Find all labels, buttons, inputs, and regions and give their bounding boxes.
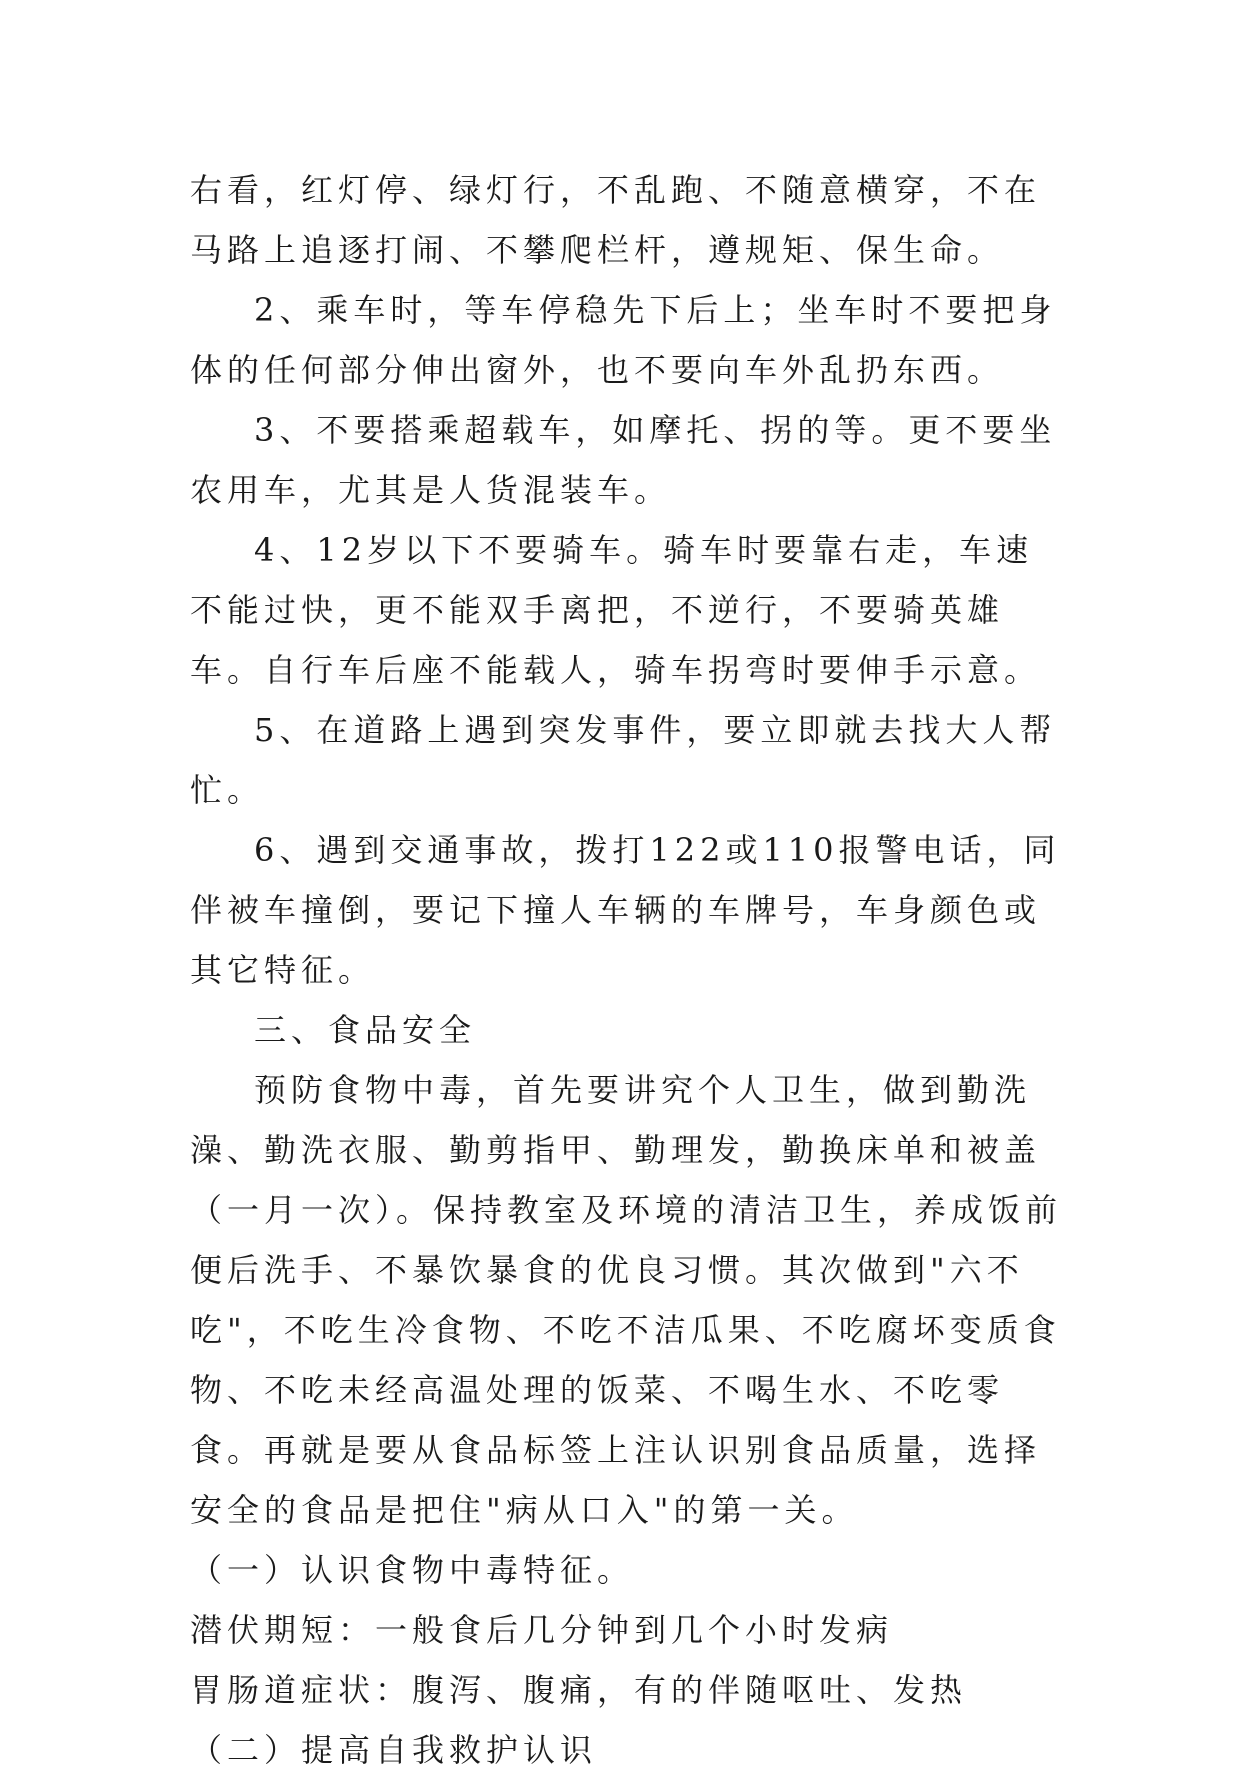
- paragraph-item-2: 2、乘车时，等车停稳先下后上；坐车时不要把身体的任何部分伸出窗外，也不要向车外乱扔东西。: [190, 291, 1057, 389]
- paragraph-incubation: 潜伏期短：一般食后几分钟到几个小时发病: [190, 1611, 894, 1649]
- paragraph-item-5: 5、在道路上遇到突发事件，要立即就去找大人帮忙。: [190, 711, 1057, 809]
- subheading-food-poisoning-features: （一）认识食物中毒特征。: [190, 1551, 635, 1589]
- paragraph-item-6: 6、遇到交通事故，拨打122或110报警电话，同伴被车撞倒，要记下撞人车辆的车牌号，车身颜色或其它特征。: [190, 831, 1061, 989]
- document-body: [190, 160, 1070, 1780]
- section-heading-food-safety: 三、食品安全: [254, 1011, 477, 1049]
- paragraph-item-4: 4、12岁以下不要骑车。骑车时要靠右走，车速不能过快，更不能双手离把，不逆行，不要骑英雄车。自行车后座不能载人，骑车拐弯时要伸手示意。: [190, 531, 1042, 689]
- subheading-self-rescue: （二）提高自我救护认识: [190, 1731, 598, 1769]
- paragraph-item-3: 3、不要搭乘超载车，如摩托、拐的等。更不要坐农用车，尤其是人货混装车。: [190, 411, 1057, 509]
- paragraph-continuation: 右看，红灯停、绿灯行，不乱跑、不随意横穿，不在马路上追逐打闹、不攀爬栏杆，遵规矩、保生命。: [190, 171, 1042, 269]
- paragraph-food-poisoning-prevention: 预防食物中毒，首先要讲究个人卫生，做到勤洗澡、勤洗衣服、勤剪指甲、勤理发，勤换床单和被盖（一月一次）。保持教室及环境的清洁卫生，养成饭前便后洗手、不暴饮暴食的优良习惯。其次做到"六不吃"，不吃生冷食物、不吃不洁瓜果、不吃腐坏变质食物、不吃未经高温处理的饭菜、不喝生水、不吃零食。再就是要从食品标签上注认识别食品质量，选择安全的食品是把住"病从口入"的第一关。: [190, 1071, 1063, 1529]
- paragraph-gi-symptoms: 胃肠道症状：腹泻、腹痛，有的伴随呕吐、发热: [190, 1671, 968, 1709]
